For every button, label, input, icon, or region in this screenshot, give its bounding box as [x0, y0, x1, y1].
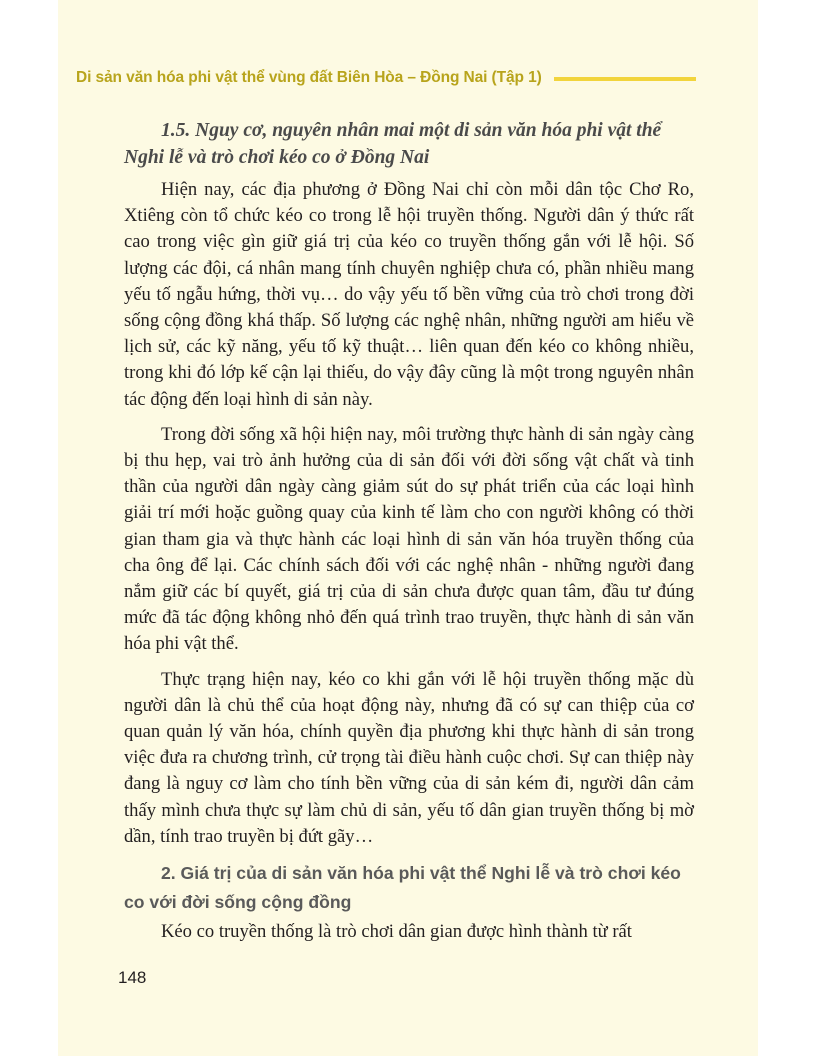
- paragraph: Thực trạng hiện nay, kéo co khi gắn với lễ hội truyền thống mặc dù người dân là chủ thể của hoạt động này, nhưng đã có sự can thiệp của cơ quan quản lý văn hóa, chính quyền địa phương khi thực hành di sản trong việc đưa ra chương trình, cử trọng tài điều hành cuộc chơi. Sự can thiệp này đang là nguy cơ làm cho tính bền vững của di sản kém đi, người dân cảm thấy mình chưa thực sự làm chủ di sản, yếu tố dân gian truyền thống bị mờ dần, tính trao truyền bị đứt gãy…: [124, 668, 694, 847]
- page-content: [124, 117, 694, 954]
- subsection-title: 1.5. Nguy cơ, nguyên nhân mai một di sản văn hóa phi vật thể Nghi lễ và trò chơi kéo co ở Đồng Nai: [124, 120, 662, 168]
- page-number: 148: [118, 968, 147, 987]
- section-title: 2. Giá trị của di sản văn hóa phi vật thể Nghi lễ và trò chơi kéo co với đời sống cộng đồng: [124, 863, 681, 913]
- header-rule: [554, 77, 696, 81]
- running-header: [76, 66, 696, 90]
- paragraph: Hiện nay, các địa phương ở Đồng Nai chỉ còn mỗi dân tộc Chơ Ro, Xtiêng còn tổ chức kéo co trong lễ hội truyền thống. Người dân ý thức rất cao trong việc gìn giữ giá trị của kéo co truyền thống gắn với lễ hội. Số lượng các đội, cá nhân mang tính chuyên nghiệp chưa có, phần nhiều mang yếu tố ngẫu hứng, thời vụ… do vậy yếu tố bền vững của trò chơi trong đời sống cộng đồng khá thấp. Số lượng các nghệ nhân, những người am hiểu về lịch sử, các kỹ năng, yếu tố kỹ thuật… liên quan đến kéo co không nhiều, trong khi đó lớp kế cận lại thiếu, do vậy đây cũng là một trong nguyên nhân tác động đến loại hình di sản này.: [124, 179, 694, 410]
- paragraph: Trong đời sống xã hội hiện nay, môi trường thực hành di sản ngày càng bị thu hẹp, vai trò ảnh hưởng của di sản đối với đời sống vật chất và tinh thần của người dân ngày càng giảm sút do sự phát triển của các loại hình giải trí mới hoặc guồng quay của kinh tế làm cho con người không có thời gian tham gia và thực hành các loại hình di sản văn hóa truyền thống của cha ông để lại. Các chính sách đối với các nghệ nhân - những người đang nắm giữ các bí quyết, giá trị của di sản chưa được quan tâm, đầu tư đúng mức đã tác động không nhỏ đến quá trình trao truyền, thực hành di sản văn hóa phi vật thể.: [124, 423, 694, 655]
- running-title: Di sản văn hóa phi vật thể vùng đất Biên Hòa – Đồng Nai (Tập 1): [76, 69, 542, 86]
- paragraph: Kéo co truyền thống là trò chơi dân gian được hình thành từ rất: [161, 921, 632, 943]
